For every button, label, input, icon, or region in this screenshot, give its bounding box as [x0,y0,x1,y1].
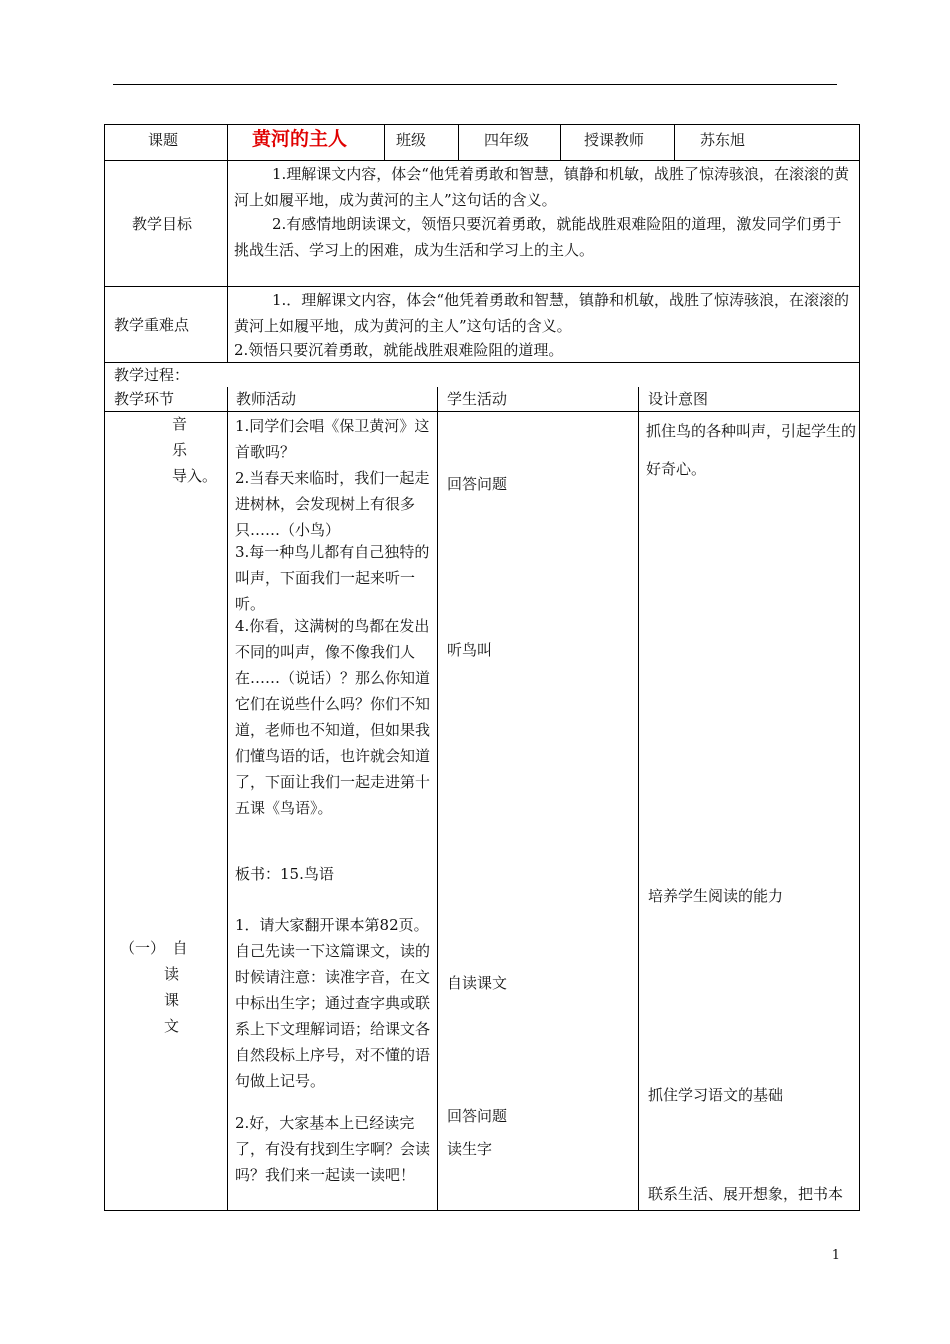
teacher-step-1: 1.同学们会唱《保卫黄河》这首歌吗？ [235,417,430,461]
objectives-label: 教学目标 [132,215,193,233]
stage-music-3: 导入。 [172,467,218,485]
col-divider [560,124,561,160]
process-label: 教学过程： [114,366,190,384]
col-divider [674,124,675,160]
stage-reading-2: 读 [164,965,180,983]
col-header-stage: 教学环节 [114,390,175,408]
intent-2: 培养学生阅读的能力 [648,887,784,905]
stage-music-1: 音 [172,415,188,433]
student-self-read: 自读课文 [447,974,508,992]
label-class: 班级 [396,131,427,149]
col-header-teacher: 教师活动 [236,390,297,408]
col-divider [437,387,438,1211]
teacher-step-2: 2.当春天来临时，我们一起走进树林，会发现树上有很多只……（小鸟） [235,469,430,539]
stage-reading-1: （一） 自 [120,939,188,957]
col-divider [227,387,228,1211]
student-answer-1: 回答问题 [447,475,508,493]
key-points-label: 教学重难点 [114,316,190,334]
teacher-value: 苏东旭 [700,131,746,149]
student-read-chars: 读生字 [447,1140,493,1158]
label-topic: 课题 [148,131,179,149]
teacher-step-3: 3.每一种鸟儿都有自己独特的叫声，下面我们一起来听一听。 [235,543,430,613]
col-header-intent: 设计意图 [648,390,709,408]
lesson-title: 黄河的主人 [252,128,348,150]
page-number: 1 [831,1248,840,1263]
intent-1: 抓住鸟的各种叫声，引起学生的好奇心。 [646,422,857,478]
objective-1: 1.理解课文内容，体会“他凭着勇敢和智慧，镇静和机敏，战胜了惊涛骇浪，在滚滚的黄河上如履平地，成为黄河的主人”这句话的含义。 [234,165,849,209]
col-divider [638,387,639,1211]
col-header-student: 学生活动 [447,390,508,408]
class-value: 四年级 [484,131,530,149]
label-teacher: 授课教师 [584,131,645,149]
stage-reading-3: 课 [164,991,180,1009]
col-divider [227,124,228,362]
header-rule [113,84,837,85]
col-divider [384,124,385,160]
teacher-step-4: 4.你看，这满树的鸟都在发出不同的叫声，像不像我们人在……（说话）？那么你知道它们在说些什么吗？你们不知道，老师也不知道，但如果我们懂鸟语的话，也许就会知道了，下面让我们一起走进第十五课《鸟语》。 [235,617,431,817]
teacher-step-5: 1．请大家翻开课本第82页。自己先读一下这篇课文，读的时候请注意：读准字音，在文中标出生字；通过查字典或联系上下文理解词语；给课文各自然段标上序号，对不懂的语句做上记号。 [235,916,431,1090]
stage-music-2: 乐 [172,441,188,459]
intent-4: 联系生活、展开想象，把书本 [648,1185,844,1203]
teacher-step-6: 2.好，大家基本上已经读完了，有没有找到生字啊？会读吗？我们来一起读一读吧！ [235,1114,431,1184]
stage-reading-4: 文 [164,1017,180,1035]
objective-2: 2.有感情地朗读课文，领悟只要沉着勇敢，就能战胜艰难险阻的道理，激发同学们勇于挑战生活、学习上的困难，成为生活和学习上的主人。 [234,215,842,259]
key-point-2: 2.领悟只要沉着勇敢，就能战胜艰难险阻的道理。 [234,341,564,359]
key-point-1: 1.．理解课文内容，体会“他凭着勇敢和智慧，镇静和机敏，战胜了惊涛骇浪，在滚滚的黄河上如履平地，成为黄河的主人”这句话的含义。 [234,291,849,335]
board-writing: 板书：15.鸟语 [235,865,334,883]
col-divider [458,124,459,160]
student-answer-2: 回答问题 [447,1107,508,1125]
intent-3: 抓住学习语文的基础 [648,1086,784,1104]
student-listen: 听鸟叫 [447,641,493,659]
